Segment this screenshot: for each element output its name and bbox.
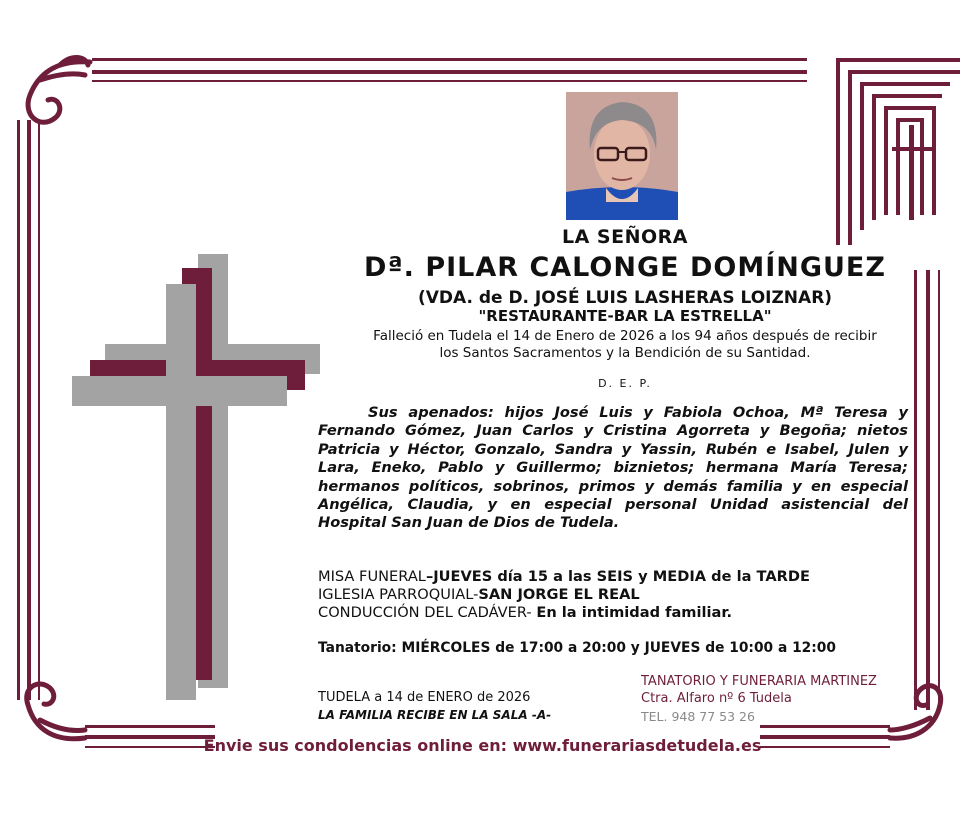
church-label: IGLESIA PARROQUIAL-: [318, 586, 479, 603]
funeral-home-name: TANATORIO Y FUNERARIA MARTINEZ: [641, 674, 877, 689]
funeral-mass-label: MISA FUNERAL: [318, 568, 426, 585]
monogram-icon: [830, 55, 965, 250]
business-line: "RESTAURANTE-BAR LA ESTRELLA": [478, 307, 772, 325]
cross-icon: [70, 252, 325, 702]
widow-of-line: (VDA. de D. JOSÉ LUIS LASHERAS LOIZNAR): [417, 288, 833, 308]
mourners-paragraph: Sus apenados: hijos José Luis y Fabiola Ochoa, Mª Teresa y Fernando Gómez, Juan Carlos y Cristina Agorreta y Begoña; nietos Patricia y Héctor, Gonzalo, Sandra y Yassin, Rubén e Isabel, Julen y Lara, Eneko, Pablo y Guillermo; biznietos; hermana María Teresa; hermanos políticos, sobrinos, primos y demás familia y en especial Angélica, Claudia, y en especial personal Unidad asistencial del Hospital San Juan de Dios de Tudela.: [318, 404, 908, 532]
funeral-mass-line: [318, 568, 810, 585]
notice-title: LA SEÑORA: [562, 226, 688, 248]
conduction-line: [318, 604, 732, 621]
church-value: SAN JORGE EL REAL: [478, 586, 640, 603]
death-line-2: los Santos Sacramentos y la Bendición de su Santidad.: [439, 345, 811, 361]
death-line-1: Falleció en Tudela el 14 de Enero de 2026 a los 94 años después de recibir: [373, 328, 877, 344]
conduction-value: En la intimidad familiar.: [536, 604, 733, 621]
church-line: [318, 586, 640, 603]
portrait-photo: [566, 92, 678, 220]
wake-hours: Tanatorio: MIÉRCOLES de 17:00 a 20:00 y JUEVES de 10:00 a 12:00: [318, 640, 836, 656]
dep-line: D. E. P.: [598, 377, 652, 390]
family-room-note: LA FAMILIA RECIBE EN LA SALA -A-: [318, 708, 552, 722]
conduction-label: CONDUCCIÓN DEL CADÁVER-: [318, 604, 537, 621]
place-date: TUDELA a 14 de ENERO de 2026: [318, 690, 531, 705]
deceased-name: Dª. PILAR CALONGE DOMÍNGUEZ: [364, 252, 886, 283]
online-condolences-line: Envie sus condolencias online en: www.funerariasdetudela.es: [203, 736, 762, 755]
funeral-mass-value: –JUEVES día 15 a las SEIS y MEDIA de la TARDE: [425, 568, 810, 585]
funeral-home-address: Ctra. Alfaro nº 6 Tudela: [641, 691, 792, 706]
funeral-home-phone: TEL. 948 77 53 26: [641, 709, 755, 724]
